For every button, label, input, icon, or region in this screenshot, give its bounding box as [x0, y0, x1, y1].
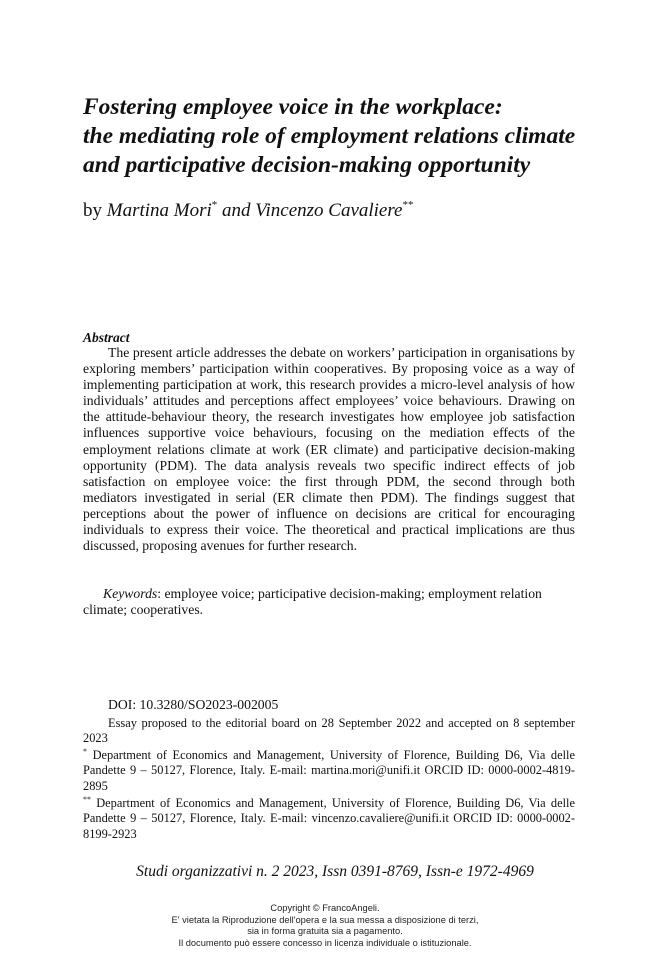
author-2-footnote-mark: **	[402, 199, 414, 211]
keywords	[83, 586, 575, 618]
author-name-2: Vincenzo Cavaliere	[255, 200, 403, 221]
keywords-text: : employee voice; participative decision-making; employment relation climate; cooperatives.	[83, 586, 542, 618]
title-line-1: Fostering employee voice in the workplace:	[83, 94, 503, 120]
copyright-line-3: sia in forma gratuita sia a pagamento.	[247, 926, 403, 937]
affiliation-2-mark: **	[83, 795, 91, 804]
affiliation-footnote-1	[83, 748, 575, 794]
title-line-2: the mediating role of employment relations climate	[83, 123, 576, 149]
abstract-heading: Abstract	[83, 330, 130, 345]
abstract-body: The present article addresses the debate on workers’ participation in organisations by exploring members’ participation within cooperatives. By proposing voice as a way of implementing participation at work, this research provides a micro-level analysis of how individuals’ attitudes and perceptions affect employees’ voice behaviours. Drawing on the attitude-behaviour theory, the research investigates how employee job satisfaction influences supportive voice behaviours, focusing on the mediation effects of the employment relations climate at work (ER climate) and participative decision-making opportunity (PDM). The data analysis reveals two specific indirect effects of job satisfaction on employee voice: the first through PDM, the second through both mediators investigated in serial (ER climate then PDM). The findings suggest that perceptions about the power of influence on decisions are critical for encouraging individuals to express their voice. The theoretical and practical implications are thus discussed, proposing avenues for further research.	[83, 345, 575, 554]
affiliation-2-text: Department of Economics and Management, University of Florence, Building D6, Via delle Pandette 9 – 50127, Florence, Italy. E-mail: vincenzo.cavaliere@unifi.it ORCID ID: 0000-0002-8199-2923	[83, 796, 575, 841]
essay-submission-note: Essay proposed to the editorial board on 28 September 2022 and accepted on 8 september 2023	[83, 716, 575, 746]
copyright-line-4: Il documento può essere concesso in licenza individuale o istituzionale.	[178, 938, 472, 949]
title-line-3: and participative decision-making opportunity	[83, 152, 531, 178]
byline-prefix: by	[83, 200, 102, 221]
copyright-line-2: E' vietata la Riproduzione dell'opera e la sua messa a disposizione di terzi,	[171, 914, 479, 925]
journal-citation: Studi organizzativi n. 2 2023, Issn 0391-8769, Issn-e 1972-4969	[136, 863, 534, 880]
doi: DOI: 10.3280/SO2023-002005	[108, 697, 279, 712]
copyright-line-1: Copyright © FrancoAngeli.	[270, 903, 380, 913]
affiliation-1-text: Department of Economics and Management, University of Florence, Building D6, Via delle Pandette 9 – 50127, Florence, Italy. E-mail: martina.mori@unifi.it ORCID ID: 0000-0002-4819-2895	[83, 748, 575, 793]
byline-connector: and	[222, 200, 251, 221]
copyright-notice	[0, 903, 650, 950]
author-byline	[83, 200, 414, 222]
affiliation-1-mark: *	[83, 747, 87, 756]
author-1-footnote-mark: *	[211, 199, 218, 211]
author-name-1: Martina Mori	[106, 200, 212, 221]
article-title	[83, 93, 603, 180]
affiliation-footnote-2	[83, 796, 575, 842]
keywords-label: Keywords	[103, 586, 158, 601]
